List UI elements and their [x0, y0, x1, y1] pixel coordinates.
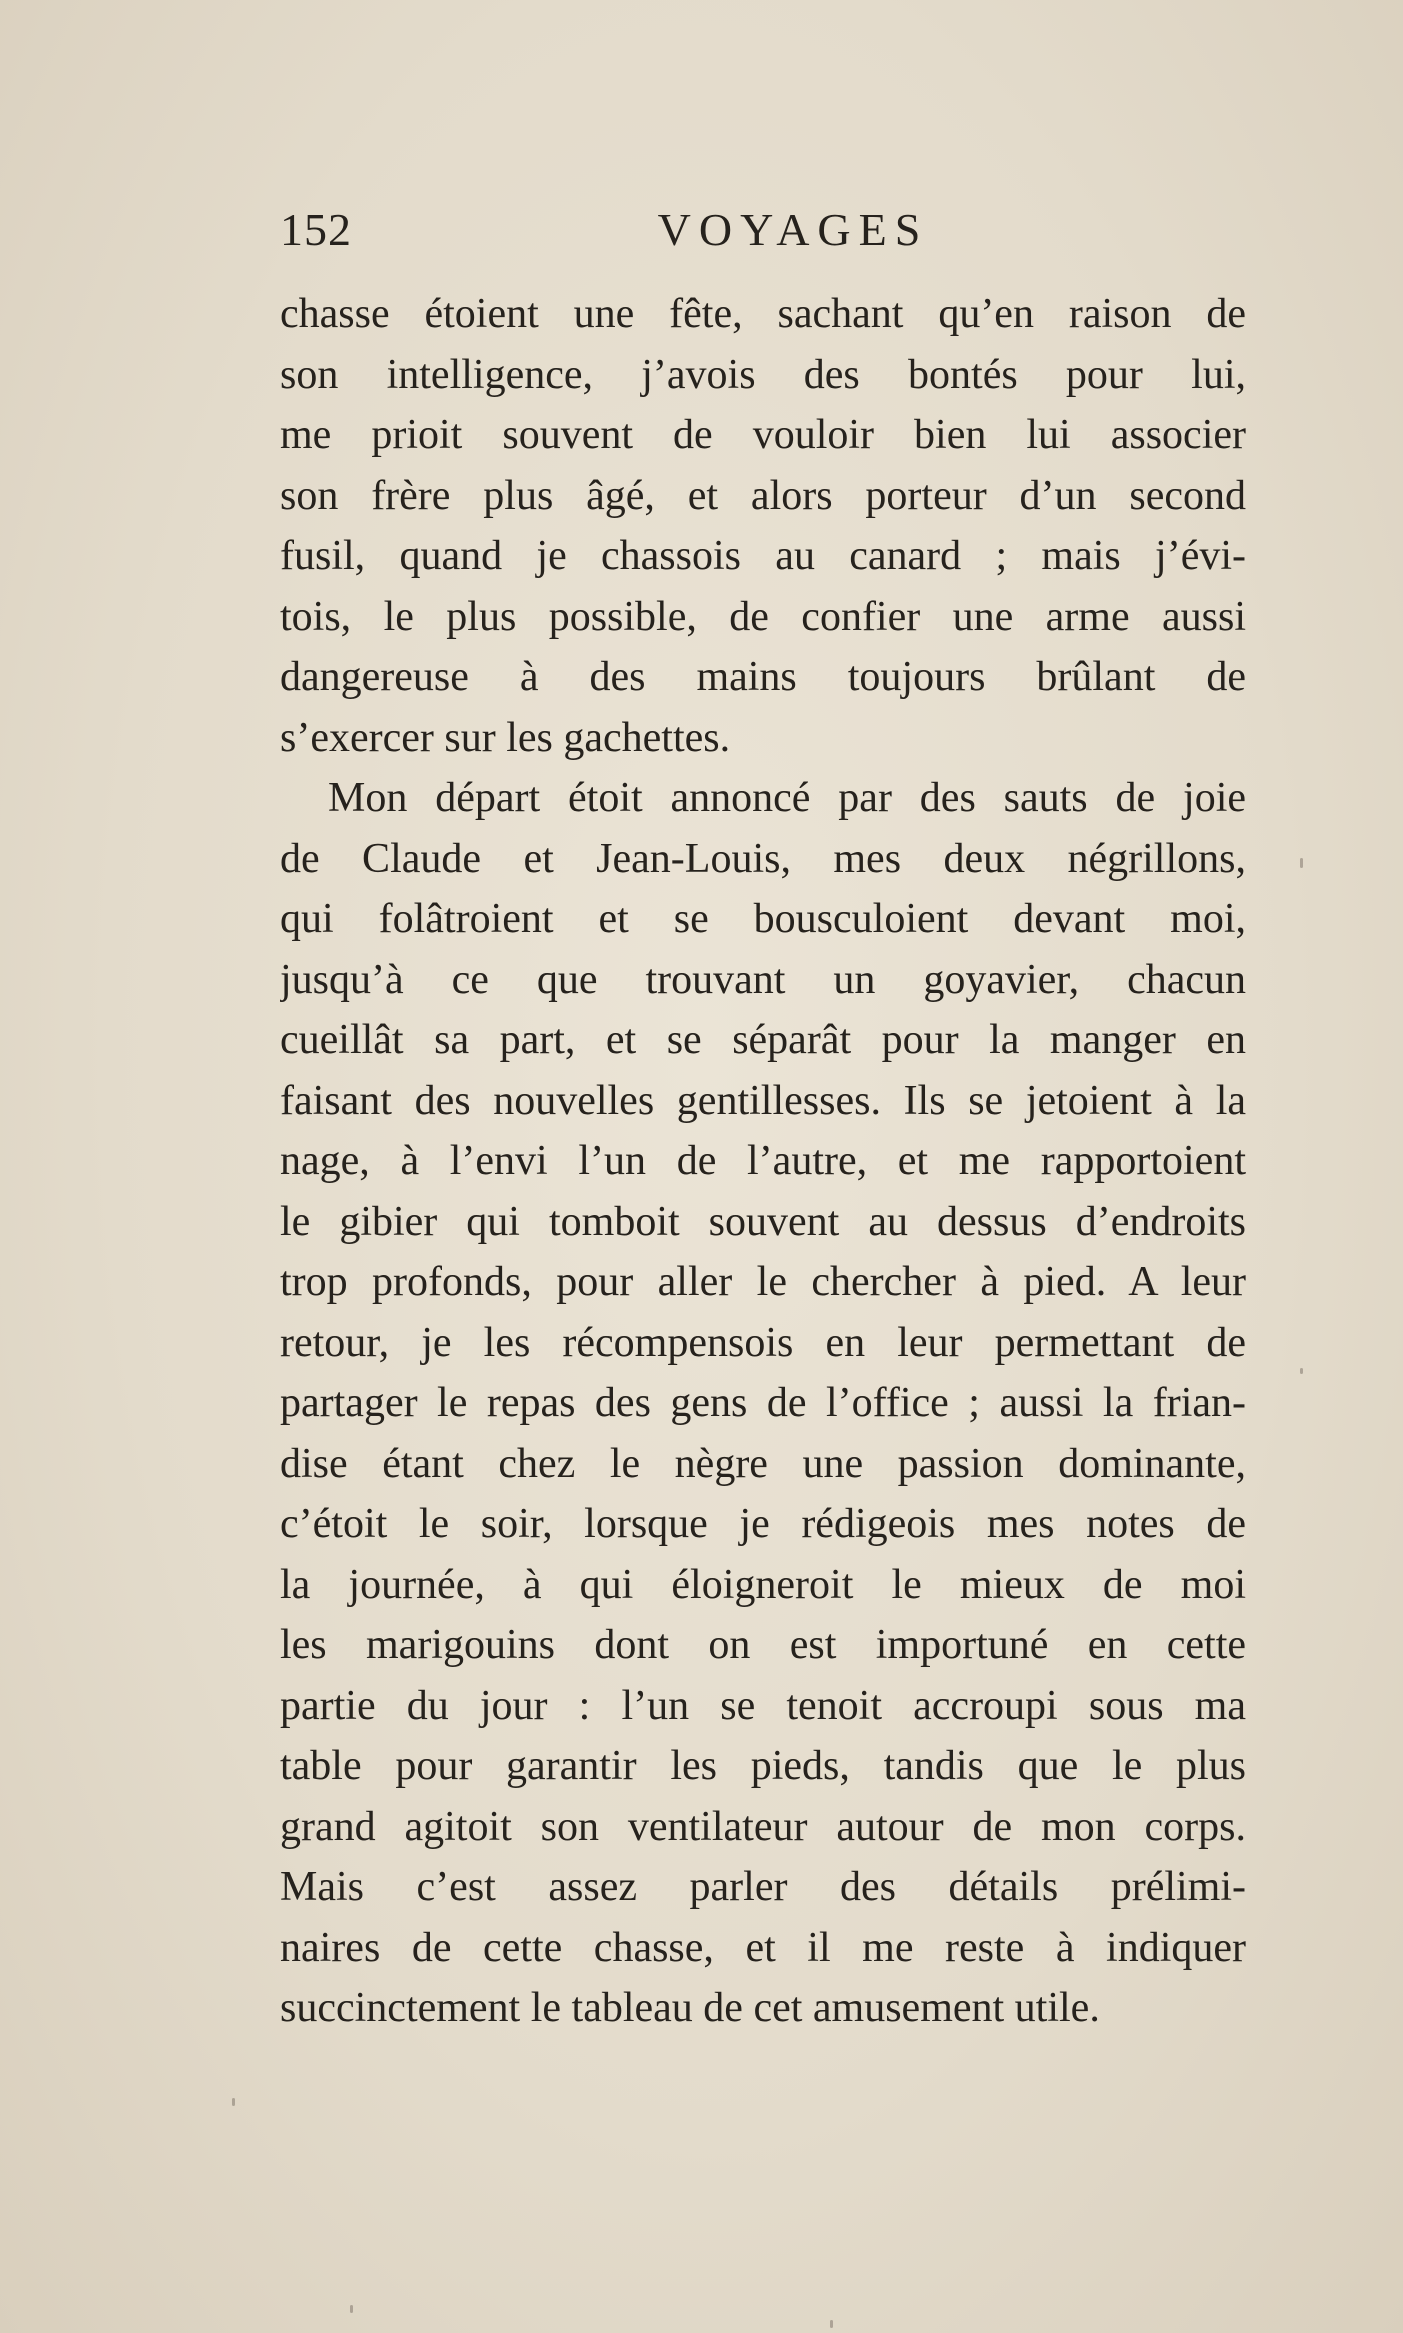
text-line: le gibier qui tomboit souvent au dessus d’endroits [280, 1198, 1246, 1245]
page-number: 152 [280, 204, 352, 255]
text-line: succinctement le tableau de cet amusement utile. [280, 1985, 1100, 2031]
text-line: me prioit souvent de vouloir bien lui associer [280, 412, 1246, 458]
text-line: jusqu’à ce que trouvant un goyavier, chacun [280, 956, 1246, 1003]
text-line: retour, je les récompensois en leur permettant de [280, 1319, 1246, 1366]
text-line: partager le repas des gens de l’office ; aussi la frian- [280, 1380, 1246, 1426]
body-text [280, 284, 1246, 2039]
text-line: dise étant chez le nègre une passion dominante, [280, 1440, 1246, 1487]
text-line: Mais c’est assez parler des détails prélimi- [280, 1864, 1246, 1910]
text-line: naires de cette chasse, et il me reste à indiquer [280, 1924, 1246, 1971]
paper-speck [830, 2320, 833, 2328]
text-line: dangereuse à des mains toujours brûlant de [280, 654, 1246, 700]
text-line: son intelligence, j’avois des bontés pour lui, [280, 351, 1246, 398]
paper-speck [232, 2098, 235, 2106]
paper-speck [1300, 858, 1303, 868]
text-line: tois, le plus possible, de confier une arme aussi [280, 593, 1246, 640]
page-header [280, 200, 1246, 260]
text-line: grand agitoit son ventilateur autour de mon corps. [280, 1803, 1246, 1850]
text-line: table pour garantir les pieds, tandis que le plus [280, 1743, 1246, 1789]
text-line: son frère plus âgé, et alors porteur d’un second [280, 472, 1246, 519]
text-line: qui folâtroient et se bousculoient devant moi, [280, 896, 1246, 942]
text-line: nage, à l’envi l’un de l’autre, et me rapportoient [280, 1138, 1246, 1184]
running-title: VOYAGES [657, 204, 929, 255]
paper-speck [350, 2305, 353, 2313]
text-line: partie du jour : l’un se tenoit accroupi sous ma [280, 1682, 1246, 1729]
text-line: cueillât sa part, et se séparât pour la manger en [280, 1017, 1246, 1063]
text-line: s’exercer sur les gachettes. [280, 714, 731, 761]
text-line: la journée, à qui éloigneroit le mieux de moi [280, 1561, 1246, 1608]
text-line: chasse étoient une fête, sachant qu’en raison de [280, 291, 1246, 337]
text-line: les marigouins dont on est importuné en cette [280, 1622, 1246, 1668]
text-line: c’étoit le soir, lorsque je rédigeois mes notes de [280, 1501, 1246, 1547]
text-line: faisant des nouvelles gentillesses. Ils se jetoient à la [280, 1077, 1246, 1124]
text-line: trop profonds, pour aller le chercher à pied. A leur [280, 1259, 1246, 1305]
text-line: fusil, quand je chassois au canard ; mais j’évi- [280, 533, 1246, 579]
text-line: de Claude et Jean-Louis, mes deux négrillons, [280, 835, 1246, 882]
paragraph-start-line: Mon départ étoit annoncé par des sauts de joie [328, 775, 1246, 821]
paper-speck [1300, 1368, 1303, 1374]
